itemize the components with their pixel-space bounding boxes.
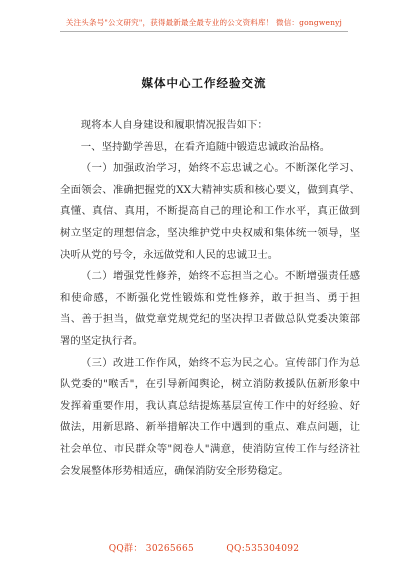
body-paragraph: （一）加强政治学习，始终不忘忠诚之心。不断深化学习、全面领会、准确把握党的XX大精神实质和核心要义，做到真学、真懂、真信、真用，不断提高自己的理论和工作水平，真正做到树立坚定的理想信念，坚决维护党中央权威和集体统一领导，坚决听从党的号令，永远做党和人民的忠诚卫士。 — [60, 162, 360, 261]
contact-footer — [0, 541, 408, 554]
document-body — [60, 115, 360, 482]
qq-number: QQ:535304092 — [226, 544, 300, 554]
body-paragraph: （二）增强党性修养，始终不忘担当之心。不断增强责任感和使命感，不断强化党性锻炼和党性修养，敢于担当、勇于担当、善于担当，做党章党规党纪的坚决捍卫者做总队党委决策部署的坚定执行者。 — [60, 270, 360, 347]
header-divider — [60, 31, 348, 32]
intro-paragraph: 现将本人自身建设和履职情况报告如下： — [80, 119, 268, 131]
document-title: 媒体中心工作经验交流 — [141, 76, 267, 90]
body-paragraph: （三）改进工作作风，始终不忘为民之心。宣传部门作为总队党委的"喉舌"，在引导新闻舆论，树立消防救援队伍新形象中发挥着重要作用，我认真总结提炼基层宣传工作中的好经验、好做法，用新思路、新举措解决工作中遇到的重点、难点问题，让社会单位、市民群众等"阅卷人"满意，使消防宣传工作与经济社会发展整体形势相适应，确保消防安全形势稳定。 — [60, 356, 360, 477]
qq-group-number: QQ群： 30265665 — [108, 544, 195, 554]
section-heading: 一、坚持勤学善思，在看齐追随中锻造忠诚政治品格。 — [80, 140, 331, 153]
promo-banner: 关注头条号"公文研究"，获得最新最全最专业的公文资料库！ 微信：gongwenyj — [65, 18, 343, 27]
